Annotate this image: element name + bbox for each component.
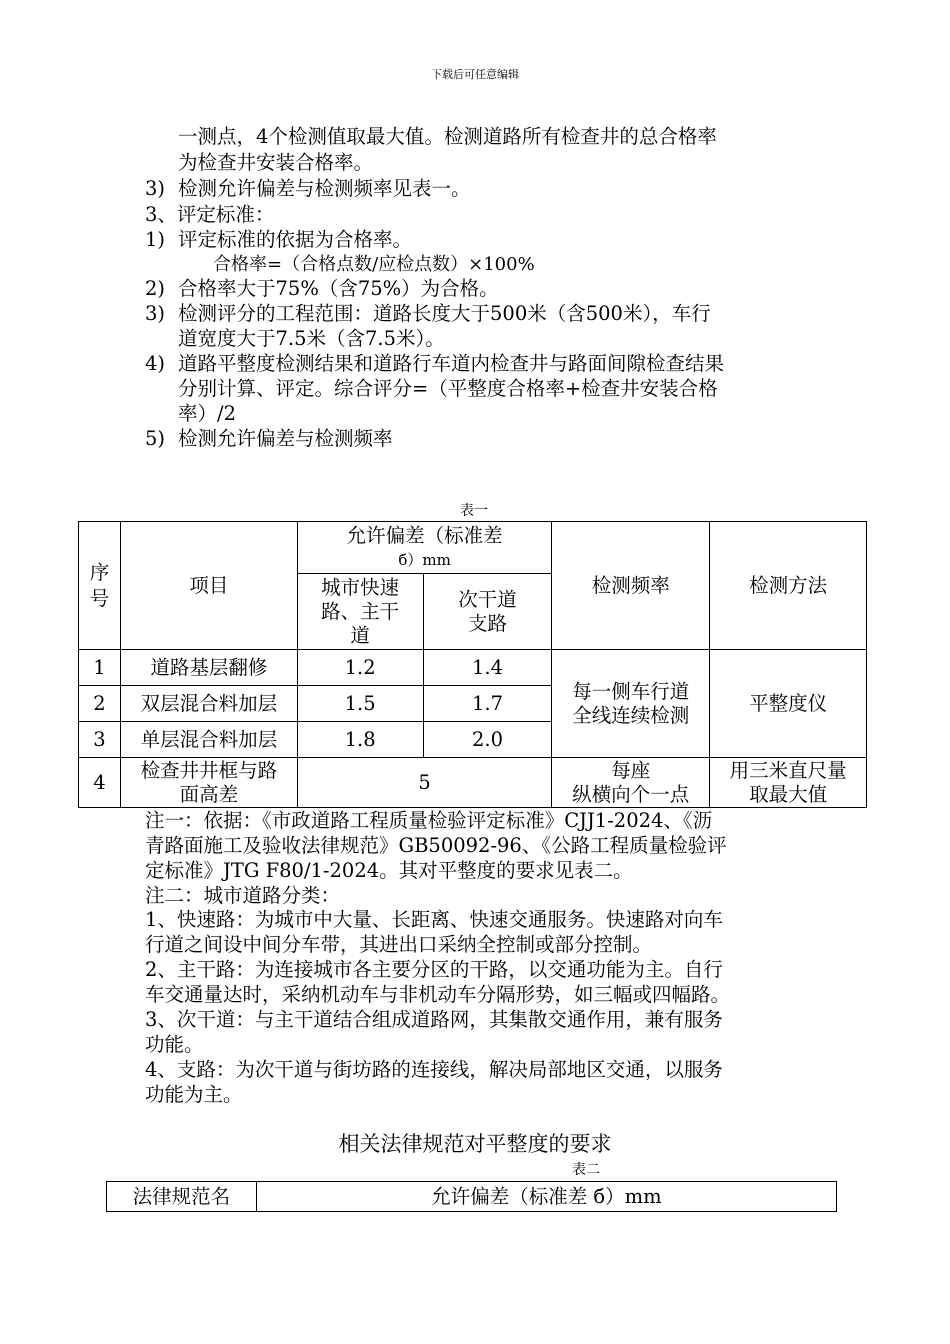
cell-item: 单层混合料加层 bbox=[120, 722, 297, 758]
header-frequency: 检测频率 bbox=[552, 522, 710, 650]
cell-value: 1.5 bbox=[297, 686, 423, 722]
list-number: 4) bbox=[145, 352, 166, 375]
cell-seq: 4 bbox=[79, 758, 121, 808]
cell-line: 每一侧车行道 bbox=[572, 679, 690, 703]
header-deviation-line: б）mm bbox=[398, 550, 451, 569]
list-item: 合格率大于75%（含75%）为合格。 bbox=[178, 277, 499, 300]
cell-seq: 2 bbox=[79, 686, 121, 722]
header-standard-name: 法律规范名 bbox=[107, 1182, 257, 1212]
cell-item: 道路基层翻修 bbox=[120, 650, 297, 686]
table2-title: 相关法律规范对平整度的要求 bbox=[338, 1132, 612, 1156]
table1-caption: 表一 bbox=[460, 503, 488, 519]
note-line: 3、次干道：与主干道结合组成道路网，其集散交通作用，兼有服务 bbox=[145, 1008, 723, 1031]
list-number: 3) bbox=[145, 177, 166, 200]
header-seq: 序号 bbox=[79, 522, 121, 650]
formula: 合格率=（合格点数/应检点数）×100% bbox=[213, 254, 535, 275]
page-header: 下载后可任意编辑 bbox=[431, 68, 519, 81]
cell-item bbox=[120, 758, 297, 808]
cell-frequency bbox=[552, 758, 710, 808]
cell-method: 平整度仪 bbox=[710, 650, 867, 758]
cell-value: 1.8 bbox=[297, 722, 423, 758]
header-secondary-road bbox=[423, 574, 552, 650]
list-item: 检测允许偏差与检测频率 bbox=[178, 427, 393, 450]
header-line: 路、主干 bbox=[321, 599, 400, 623]
cell-line: 取最大值 bbox=[749, 782, 828, 806]
list-item: 评定标准的依据为合格率。 bbox=[178, 228, 413, 251]
cell-line: 检查井井框与路 bbox=[140, 758, 278, 782]
note-line: 定标准》JTG F80/1-2024。其对平整度的要求见表二。 bbox=[145, 859, 633, 882]
note-line: 注一：依据：《市政道路工程质量检验评定标准》CJJ1-2024、《沥 bbox=[145, 809, 713, 832]
list-number: 2) bbox=[145, 277, 166, 300]
list-item: 检测允许偏差与检测频率见表一。 bbox=[178, 177, 471, 200]
cell-value: 1.4 bbox=[423, 650, 552, 686]
table2 bbox=[106, 1181, 837, 1212]
cell-line: 全线连续检测 bbox=[572, 703, 690, 727]
table2-caption: 表二 bbox=[572, 1162, 600, 1178]
section-heading: 3、评定标准： bbox=[145, 203, 275, 226]
header-urban-expressway bbox=[297, 574, 423, 650]
header-line: 道 bbox=[350, 623, 370, 647]
cell-value: 5 bbox=[297, 758, 552, 808]
cell-value: 1.7 bbox=[423, 686, 552, 722]
header-allowable-deviation: 允许偏差（标准差 б）mm bbox=[256, 1182, 836, 1212]
header-line: 支路 bbox=[467, 611, 507, 635]
list-number: 3) bbox=[145, 302, 166, 325]
note-line: 4、支路：为次干道与街坊路的连接线，解决局部地区交通，以服务 bbox=[145, 1058, 723, 1081]
cell-value: 2.0 bbox=[423, 722, 552, 758]
cell-item: 双层混合料加层 bbox=[120, 686, 297, 722]
header-method: 检测方法 bbox=[710, 522, 867, 650]
list-item: 检测评分的工程范围：道路长度大于500米（含500米），车行 bbox=[178, 302, 711, 325]
para-line: 为检查井安装合格率。 bbox=[178, 151, 374, 174]
cell-line: 面高差 bbox=[179, 782, 239, 806]
cell-value: 1.2 bbox=[297, 650, 423, 686]
list-number: 5) bbox=[145, 427, 166, 450]
note-line: 功能。 bbox=[145, 1033, 204, 1056]
note-line: 青路面施工及验收法律规范》GB50092-96、《公路工程质量检验评 bbox=[145, 834, 727, 857]
note-line: 2、主干路：为连接城市各主要分区的干路，以交通功能为主。自行 bbox=[145, 958, 723, 981]
cell-line: 每座 bbox=[611, 758, 651, 782]
cell-frequency bbox=[552, 650, 710, 758]
header-deviation bbox=[297, 522, 552, 574]
cell-line: 纵横向个一点 bbox=[572, 782, 690, 806]
list-item-cont: 道宽度大于7.5米（含7.5米）。 bbox=[178, 327, 445, 350]
cell-line: 用三米直尺量 bbox=[729, 758, 847, 782]
table1 bbox=[78, 521, 867, 808]
note-line: 注二：城市道路分类： bbox=[145, 884, 341, 907]
list-item: 道路平整度检测结果和道路行车道内检查井与路面间隙检查结果 bbox=[178, 352, 725, 375]
note-line: 行道之间设中间分车带，其进出口采纳全控制或部分控制。 bbox=[145, 933, 653, 956]
cell-seq: 3 bbox=[79, 722, 121, 758]
list-item-cont: 率）/2 bbox=[178, 402, 236, 425]
list-item-cont: 分别计算、评定。综合评分=（平整度合格率+检查井安装合格 bbox=[178, 377, 718, 400]
note-line: 车交通量达时，采纳机动车与非机动车分隔形势，如三幅或四幅路。 bbox=[145, 983, 731, 1006]
note-line: 功能为主。 bbox=[145, 1083, 243, 1106]
header-line: 城市快速 bbox=[321, 575, 400, 599]
list-number: 1) bbox=[145, 228, 166, 251]
cell-method bbox=[710, 758, 867, 808]
header-line: 次干道 bbox=[458, 587, 517, 611]
para-line: 一测点，4个检测值取最大值。检测道路所有检查井的总合格率 bbox=[178, 125, 717, 148]
cell-seq: 1 bbox=[79, 650, 121, 686]
header-item: 项目 bbox=[120, 522, 297, 650]
note-line: 1、快速路：为城市中大量、长距离、快速交通服务。快速路对向车 bbox=[145, 908, 723, 931]
header-deviation-line: 允许偏差（标准差 bbox=[346, 523, 503, 547]
